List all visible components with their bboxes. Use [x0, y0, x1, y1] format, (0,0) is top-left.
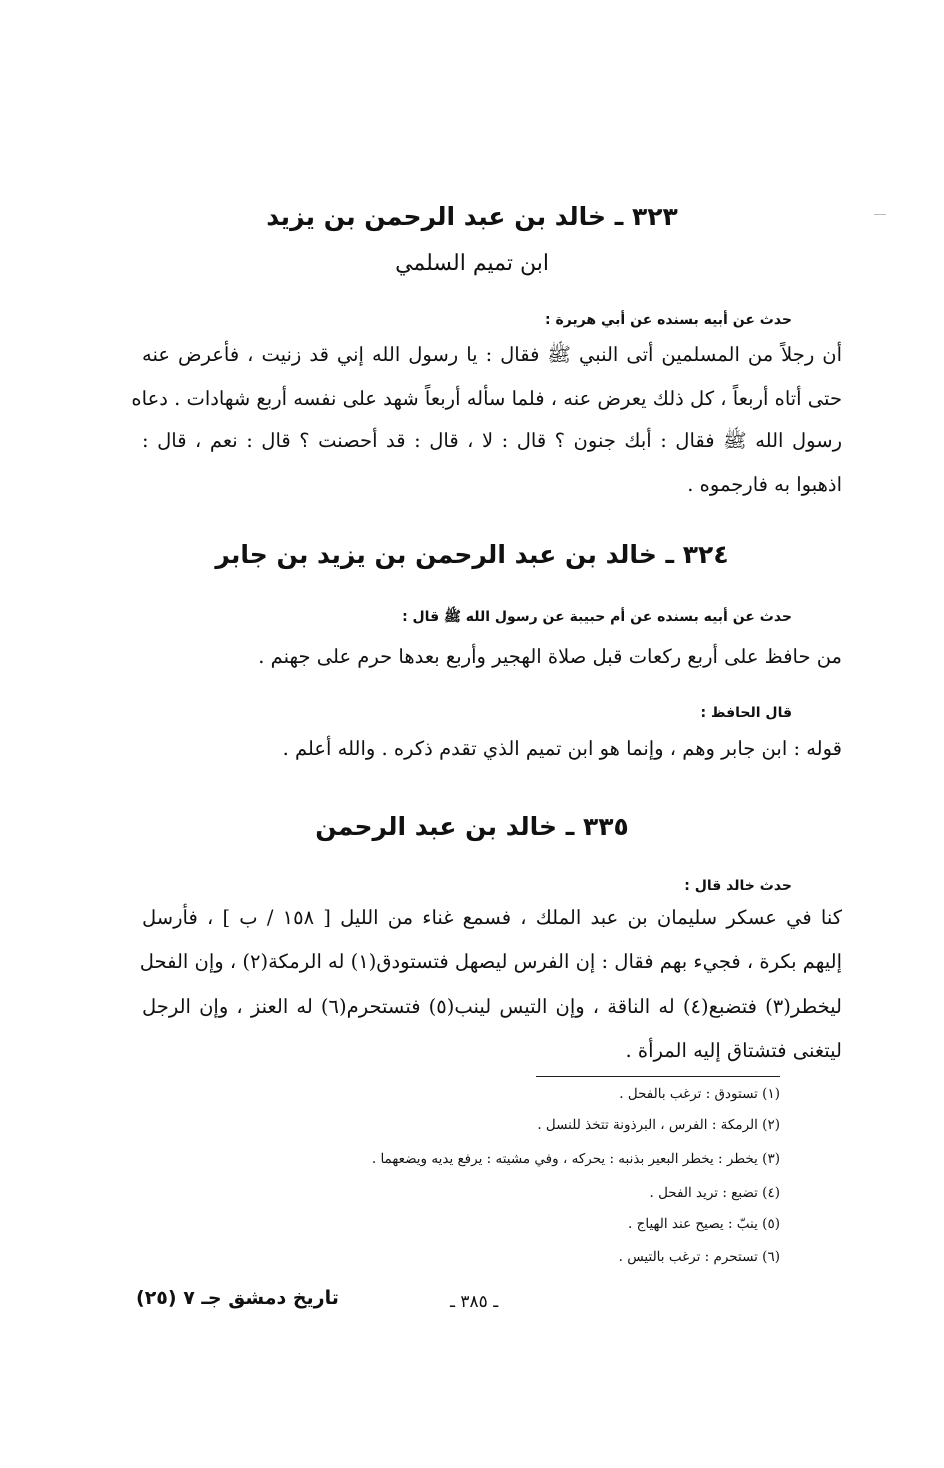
entry-335-line-2: إليهم بكرة ، فجيء بهم فقال : إن الفرس ليصهل فتستودق(١) له الرمكة(٢) ، وإن الفحل	[139, 950, 842, 973]
entry-335-line-4: ليتغنى فتشتاق إليه المرأة .	[625, 1039, 842, 1062]
entry-323-line-2: حتى أتاه أربعاً ، كل ذلك يعرض عنه ، فلما سأله أربعاً شهد على نفسه أربع شهادات . دعاه	[131, 387, 842, 410]
footnote-4: (٤) تضبع : تريد الفحل .	[649, 1185, 780, 1201]
footnote-2: (٢) الرمكة : الفرس ، البرذونة تتخذ للنسل .	[537, 1117, 780, 1133]
entry-335-title: ٣٣٥ ـ خالد بن عبد الرحمن	[315, 812, 629, 841]
entry-335-line-1: كنا في عسكر سليمان بن عبد الملك ، فسمع غناء من الليل [ ١٥٨ / ب ] ، فأرسل	[142, 906, 842, 929]
footnote-separator	[536, 1076, 780, 1077]
entry-324-note-text: قوله : ابن جابر وهم ، وإنما هو ابن تميم الذي تقدم ذكره . والله أعلم .	[282, 737, 842, 760]
entry-324-note-label: قال الحافظ :	[700, 705, 792, 721]
entry-335-line-3: ليخطر(٣) فتضبع(٤) له الناقة ، وإن التيس لينب(٥) فتستحرم(٦) له العنز ، وإن الرجل	[142, 995, 842, 1018]
entry-323-line-3: رسول الله ﷺ فقال : أبك جنون ؟ قال : لا ، قال : قد أحصنت ؟ قال : نعم ، قال :	[142, 429, 842, 452]
entry-324-line-1: من حافظ على أربع ركعات قبل صلاة الهجير وأربع بعدها حرم على جهنم .	[258, 645, 842, 668]
entry-323-line-1: أن رجلاً من المسلمين أتى النبي ﷺ فقال : يا رسول الله إني قد زنيت ، فأعرض عنه	[142, 343, 842, 366]
entry-323-subtitle: ابن تميم السلمي	[395, 251, 549, 276]
entry-323-title: ٣٢٣ ـ خالد بن عبد الرحمن بن يزيد	[266, 202, 678, 231]
running-footer: تاريخ دمشق جـ ٧ (٢٥)	[136, 1287, 339, 1309]
footnote-5: (٥) ينبّ : يصيح عند الهياج .	[628, 1216, 780, 1232]
entry-324-title: ٣٢٤ ـ خالد بن عبد الرحمن بن يزيد بن جابر	[215, 540, 729, 569]
footnote-1: (١) تستودق : ترغب بالفحل .	[619, 1086, 780, 1102]
page-number: ـ ٣٨٥ ـ	[450, 1292, 499, 1312]
footnote-3: (٣) يخطر : يخطر البعير بذنبه : يحركه ، وفي مشيته : يرفع يديه ويضعهما .	[371, 1151, 780, 1167]
footnote-6: (٦) تستحرم : ترغب بالتيس .	[618, 1249, 780, 1265]
entry-324-isnad: حدث عن أبيه بسنده عن أم حبيبة عن رسول الله ﷺ قال :	[402, 609, 792, 625]
entry-323-isnad: حدث عن أبيه بسنده عن أبي هريرة :	[545, 312, 792, 328]
entry-323-line-4: اذهبوا به فارجموه .	[687, 473, 842, 496]
entry-335-isnad: حدث خالد قال :	[684, 878, 792, 894]
